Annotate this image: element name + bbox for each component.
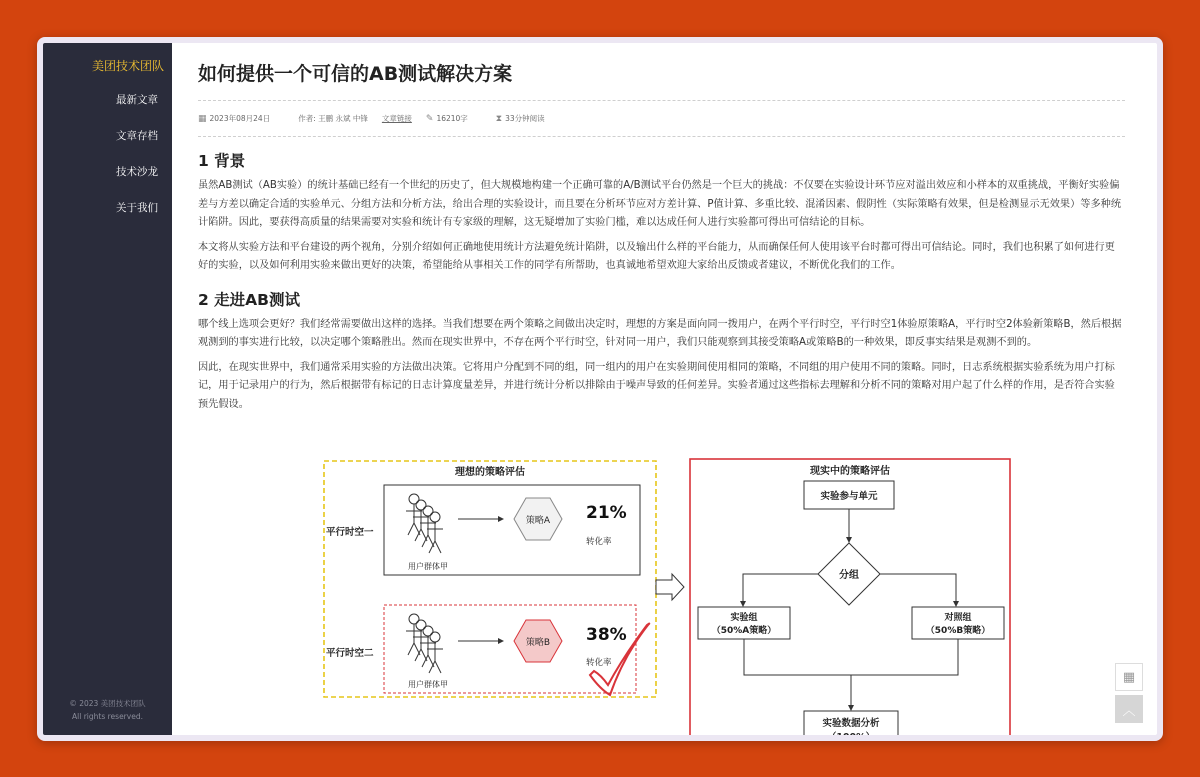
flow-line (744, 639, 958, 675)
meta-article-link[interactable]: 文章链接 (381, 114, 412, 123)
exp-group-sub: （50%A策略） (711, 626, 777, 636)
hourglass-icon: ⧗ (495, 113, 503, 124)
sidebar (43, 43, 172, 735)
row2-group-label: 用户群体甲 (408, 680, 448, 689)
ctrl-group-sub: （50%B策略） (925, 626, 991, 636)
paragraph: 因此，在现实世界中，我们通常采用实验的方法做出决策。它将用户分配到不同的组，同一组内的用户在实验期间使用相同的策略，不同组的用户使用不同的策略。同时，日志系统根据实验系统为用户打标记，用于记录用户的行为，然后根据带有标记的日志计算度量差异，并进行统计分析以排除由于噪声导致的任何差异。实验者通过这些指标去理解和分析不同的策略对用户起了什么样的作用，是否符合实验预先假设。 (198, 361, 1115, 410)
brand-logo-text[interactable]: 美团技术团队 (91, 59, 164, 73)
ctrl-group-label: 对照组 (944, 613, 972, 623)
split-label: 分组 (839, 570, 859, 581)
arrow-head (498, 638, 504, 644)
analysis-label: 实验数据分析 (822, 718, 880, 729)
qr-code-icon: ▦ (1122, 669, 1136, 685)
rate-a-caption: 转化率 (586, 537, 612, 547)
arrow-head (848, 705, 854, 711)
copyright-text: © 2023 美团技术团队 (69, 699, 146, 708)
article-main (172, 43, 1157, 743)
paragraph: 哪个线上选项会更好？我们经常需要做出这样的选择。当我们想要在两个策略之间做出决定时，理想的方案是面向同一拨用户，在两个平行时空，平行时空1体验原策略A，平行时空2体验新策略B，然后根据观测到的事实进行比较，以决定哪个策略胜出。然而在现实世界中，不存在两个平行时空，针对同一用户，我们只能观察到其接受策略A或策略B的一种效果，即反事实结果是观测不到的。 (198, 318, 1122, 348)
sidebar-footer (43, 697, 172, 723)
strategy-a-label: 策略A (525, 516, 551, 526)
meta-date: ▦ 2023年08月24日 (198, 113, 271, 124)
unit-label: 实验参与单元 (820, 491, 878, 502)
section-heading-ab-intro: 2 走进AB测试 (198, 290, 300, 309)
paragraph: 虽然AB测试（AB实验）的统计基础已经有一个世纪的历史了，但大规模地构建一个正确可靠的A/B测试平台仍然是一个巨大的挑战：不仅要在实验设计环节应对溢出效应和小样本的双重挑战，平衡好实验偏差与方差以确定合适的实验单元、分组方法和分析方法，给出合理的实验设计，而且要在分析环节应对方差计算、P值计算、多重比较、混淆因素、假阴性（实际策略有效果，但是检测显示无效果）等多种统计陷阱。因此，要获得高质量的结果需要对实验和统计有专家级的理解，这无疑增加了实验门槛，难以达成任何人进行实验都可得出可信结论的目标。 (198, 180, 1122, 228)
article-title: 如何提供一个可信的AB测试解决方案 (198, 63, 513, 85)
qr-code-button[interactable] (1115, 663, 1143, 691)
pencil-icon: ✎ (425, 113, 434, 124)
paragraph: 本文将从实验方法和平台建设的两个视角，分别介绍如何正确地使用统计方法避免统计陷阱，以及输出什么样的平台能力，从而确保任何人使用该平台时都可得出可信结论。同时，我们也积累了如何进行更好的实验，以及如何利用实验来做出更好的决策，希望能给从事相关工作的同学有所帮助，也真诚地希望欢迎大家给出反馈或者建议，不断优化我们的工作。 (198, 241, 1115, 271)
user-group-icon (406, 614, 443, 673)
user-group-icon (406, 494, 443, 553)
article-meta (198, 101, 1125, 136)
arrow-head (740, 601, 746, 607)
sidebar-item-about[interactable]: 关于我们 (116, 202, 158, 214)
sidebar-item-salon[interactable]: 技术沙龙 (116, 166, 158, 178)
rate-b-caption: 转化率 (586, 658, 612, 668)
section-heading-background: 1 背景 (198, 152, 246, 170)
arrow-head (846, 537, 852, 543)
row1-label: 平行时空一 (326, 527, 374, 538)
ab-test-diagram (318, 457, 1018, 743)
back-to-top-button[interactable] (1115, 695, 1143, 723)
ideal-panel-title: 理想的策略评估 (455, 467, 525, 478)
rate-b-value: 38% (586, 625, 627, 645)
meta-authors: 作者: 王鹏 永斌 中锋 (298, 114, 368, 123)
strategy-b-label: 策略B (525, 638, 551, 648)
meta-divider (198, 136, 1125, 137)
sidebar-item-latest[interactable]: 最新文章 (116, 94, 158, 106)
sidebar-item-archive[interactable]: 文章存档 (116, 130, 158, 142)
calendar-icon: ▦ (198, 113, 207, 124)
real-panel-title: 现实中的策略评估 (810, 466, 890, 477)
sidebar-nav (116, 91, 158, 235)
row2-label: 平行时空二 (326, 648, 374, 659)
rights-text: All rights reserved. (72, 712, 143, 721)
browser-window (37, 37, 1163, 741)
exp-group-label: 实验组 (730, 613, 758, 623)
row1-group-label: 用户群体甲 (408, 562, 448, 571)
arrow-up-icon: ︿ (1122, 703, 1136, 719)
flow-line (880, 574, 956, 605)
analysis-sub: （100%） (826, 732, 876, 743)
panel-arrow-icon (656, 574, 684, 600)
flow-line (743, 574, 818, 605)
arrow-head (953, 601, 959, 607)
rate-a-value: 21% (586, 503, 627, 523)
meta-words: ✎ 16210字 (425, 113, 468, 124)
arrow-head (498, 516, 504, 522)
meta-read-time: ⧗ 33分钟阅读 (495, 113, 545, 124)
